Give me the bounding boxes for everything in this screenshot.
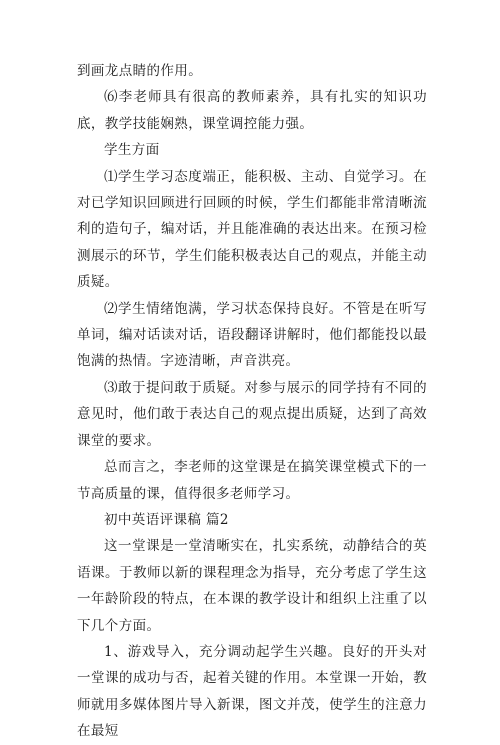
paragraph-student-attitude: ⑴学生学习态度端正，能积极、主动、自觉学习。在对已学知识回顾进行回顾的时候，学生们都能非常清晰流利的造句子，编对话，并且能准确的表达出来。在预习检测展示的环节，学生们能积极表达自己的观点，并能主动质疑。	[77, 168, 427, 291]
section-heading-review-2: 初中英语评课稿 篇2	[104, 511, 229, 528]
paragraph-teacher-quality: ⑹李老师具有很高的教师素养，具有扎实的知识功底，教学技能娴熟，课堂调控能力强。	[77, 89, 427, 132]
paragraph-continuation: 到画龙点睛的作用。	[77, 63, 203, 79]
paragraph-summary: 总而言之，李老师的这堂课是在搞笑课堂模式下的一节高质量的课，值得很多老师学习。	[77, 459, 427, 502]
section-heading-students: 学生方面	[104, 142, 160, 159]
paragraph-student-emotion: ⑵学生情绪饱满，学习状态保持良好。不管是在听写单词，编对话读对话，语段翻译讲解时，他们都能投以最饱满的热情。字迹清晰，声音洪亮。	[77, 300, 427, 370]
paragraph-student-questioning: ⑶敢于提问敢于质疑。对参与展示的同学持有不同的意见时，他们敢于表达自己的观点提出质疑，达到了高效课堂的要求。	[77, 379, 427, 449]
paragraph-game-intro: 1、游戏导入，充分调动起学生兴趣。良好的开头对一堂课的成功与否，起着关键的作用。本堂课一开始，教师就用多媒体图片导入新课，图文并茂，使学生的注意力在最短	[77, 643, 427, 740]
paragraph-lesson-overview: 这一堂课是一堂清晰实在，扎实系统，动静结合的英语课。于教师以新的课程理念为指导，充分考虑了学生这一年龄阶段的特点，在本课的教学设计和组织上注重了以下几个方面。	[77, 538, 427, 634]
document-page	[77, 58, 427, 745]
